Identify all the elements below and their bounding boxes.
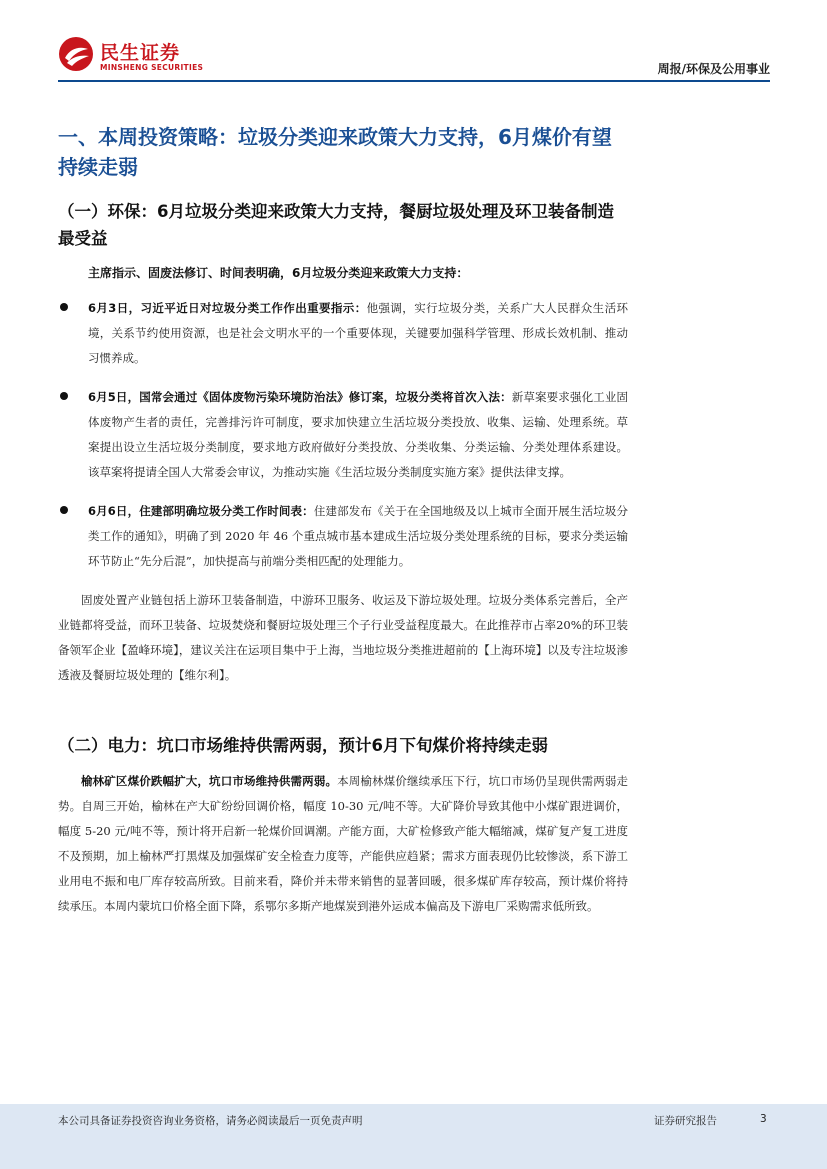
page-header: [0, 0, 827, 82]
bullet-icon: [60, 392, 68, 400]
subsection-title-power: （二）电力：坑口市场维持供需两弱，预计6月下旬煤价将持续走弱: [58, 736, 548, 755]
subsection-title-environment: （一）环保：6月垃圾分类迎来政策大力支持，餐厨垃圾处理及环卫装备制造最受益: [58, 202, 614, 248]
section-spacer: [58, 688, 628, 732]
list-item: [58, 499, 628, 574]
brand-name-cn: 民生证券: [100, 42, 181, 64]
bullet-text: [88, 499, 628, 574]
main-content: [58, 122, 628, 919]
footer-disclaimer: 本公司具备证券投资咨询业务资格，请务必阅读最后一页免责声明: [58, 1115, 363, 1127]
paragraph-body: 本周榆林煤价继续承压下行，坑口市场仍呈现供需两弱走势。自周三开始，榆林在产大矿纷纷回调价格，幅度 10-30 元/吨不等。大矿降价导致其他中小煤矿跟进调价，幅度 5-20 元/吨不等，预计将开启新一轮煤价回调潮。产能方面，大矿检修致产能大幅缩减，煤矿复产复工进度不及预期，加上榆林严打黑煤及加强煤矿安全检查力度等，产能供应趋紧；需求方面表现仍比较惨淡，系下游工业用电不振和电厂库存较高所致。目前来看，降价并未带来销售的显著回暖，很多煤矿库存较高，预计煤价将持续承压。本周内蒙坑口价格全面下降，系鄂尔多斯产地煤炭到港外运成本偏高及下游电厂采购需求低所致。: [58, 774, 628, 913]
bullet-text: [88, 296, 628, 371]
list-item: [58, 296, 628, 371]
footer-label: 证券研究报告: [654, 1115, 717, 1127]
report-type: 周报/环保及公用事业: [657, 62, 770, 76]
page-number: 3: [760, 1113, 767, 1125]
paragraph-lead: 榆林矿区煤价跌幅扩大，坑口市场维持供需两弱。: [81, 774, 338, 788]
lead-summary: 主席指示、固废法修订、时间表明确，6月垃圾分类迎来政策大力支持：: [88, 266, 469, 280]
header-divider: [58, 80, 770, 82]
minsheng-logo: [58, 36, 208, 80]
bullet-text: [88, 385, 628, 485]
brand-name-en: MINSHENG SECURITIES: [100, 63, 204, 72]
bullet-lead: 6月5日，国常会通过《固体废物污染环境防治法》修订案，垃圾分类将首次入法：: [88, 390, 512, 404]
bullet-lead: 6月3日，习近平近日对垃圾分类工作作出重要指示：: [88, 301, 367, 315]
section-title: 一、本周投资策略：垃圾分类迎来政策大力支持，6月煤价有望持续走弱: [58, 125, 612, 179]
bullet-body: 新草案要求强化工业固体废物产生者的责任，完善排污许可制度，要求加快建立生活垃圾分类投放、收集、运输、处理系统。草案提出设立生活垃圾分类制度，要求地方政府做好分类投放、分类收集、分类运输、分类处理体系建设。该草案将提请全国人大常委会审议，为推动实施《生活垃圾分类制度实施方案》提供法律支撑。: [88, 390, 629, 479]
bullet-icon: [60, 303, 68, 311]
bullet-body: 住建部发布《关于在全国地级及以上城市全面开展生活垃圾分类工作的通知》，明确了到 2020 年 46 个重点城市基本建成生活垃圾分类处理系统的目标，要求分类运输环节防止“先分后混”，加快提高与前端分类相匹配的处理能力。: [88, 504, 628, 568]
policy-bullet-list: [58, 296, 628, 574]
bullet-lead: 6月6日，住建部明确垃圾分类工作时间表：: [88, 504, 314, 518]
environment-summary-paragraph: 固废处置产业链包括上游环卫装备制造，中游环卫服务、收运及下游垃圾处理。垃圾分类体系完善后，全产业链都将受益，而环卫装备、垃圾焚烧和餐厨垃圾处理三个子行业受益程度最大。在此推荐市占率20%的环卫装备领军企业【盈峰环境】，建议关注在运项目集中于上海，当地垃圾分类推进超前的【上海环境】以及专注垃圾渗透液及餐厨垃圾处理的【维尔利】。: [58, 593, 628, 682]
bullet-icon: [60, 506, 68, 514]
bullet-body: 他强调，实行垃圾分类，关系广大人民群众生活环境，关系节约使用资源，也是社会文明水平的一个重要体现，关键要加强科学管理、形成长效机制、推动习惯养成。: [88, 301, 628, 365]
coal-market-paragraph: [58, 769, 628, 919]
minsheng-logo-icon: [58, 36, 94, 72]
list-item: [58, 385, 628, 485]
